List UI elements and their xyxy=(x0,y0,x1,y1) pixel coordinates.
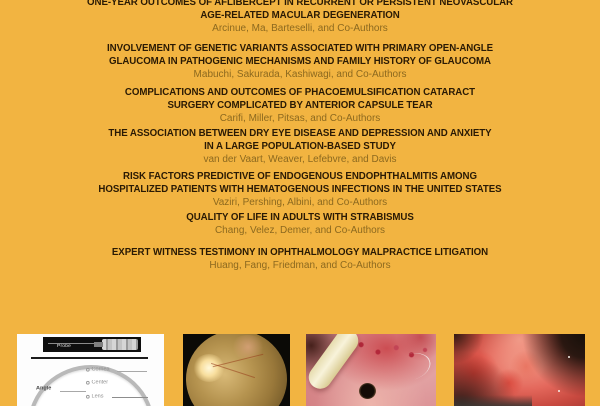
lid-margin-shadow xyxy=(454,395,532,406)
article-authors: Huang, Fang, Friedman, and Co-Authors xyxy=(209,259,391,271)
probe-icon xyxy=(102,339,138,350)
article-title-line: QUALITY OF LIFE IN ADULTS WITH STRABISMUS xyxy=(186,212,414,223)
article-authors: Arcinue, Ma, Barteselli, and Co-Authors xyxy=(212,22,388,34)
lens-label xyxy=(86,394,103,400)
article-title-line: SURGERY COMPLICATED BY ANTERIOR CAPSULE TEAR xyxy=(167,99,433,111)
angle-pointer-line xyxy=(60,391,86,392)
article-entry xyxy=(0,212,600,237)
article-authors: Carifi, Miller, Pitsas, and Co-Authors xyxy=(219,112,381,124)
light-reflection xyxy=(568,356,570,358)
pupil xyxy=(359,383,376,399)
article-authors: Mabuchi, Sakurada, Kashiwagi, and Co-Authors xyxy=(193,68,407,80)
center-label xyxy=(86,380,108,386)
article-entry xyxy=(0,0,600,35)
cornea-label xyxy=(86,367,110,373)
article-entry xyxy=(0,247,600,272)
radio-icon xyxy=(86,381,90,385)
radio-icon xyxy=(86,395,90,399)
article-entry xyxy=(0,171,600,209)
angle-label-text: Angle xyxy=(36,386,52,392)
center-label-text: Center xyxy=(91,380,109,386)
article-entry xyxy=(0,87,600,125)
article-title-line: EXPERT WITNESS TESTIMONY IN OPHTHALMOLOGY MALPRACTICE LITIGATION xyxy=(111,247,489,258)
angle-label xyxy=(36,386,51,392)
article-title-line: COMPLICATIONS AND OUTCOMES OF PHACOEMULSIFICATION CATARACT xyxy=(124,87,476,98)
thumbnail-everted-eyelid-photograph xyxy=(454,334,585,406)
article-title-line: THE ASSOCIATION BETWEEN DRY EYE DISEASE AND DEPRESSION AND ANXIETY xyxy=(108,128,492,139)
cornea-label-text: Cornea xyxy=(91,367,110,373)
light-reflection xyxy=(558,390,560,392)
article-title-line: IN A LARGE POPULATION-BASED STUDY xyxy=(204,140,396,152)
article-authors: Chang, Velez, Demer, and Co-Authors xyxy=(214,224,386,236)
probe-label: Probe xyxy=(57,344,72,349)
thumbnail-ultrasound-probe-diagram xyxy=(17,334,164,406)
muscle-hook-instrument xyxy=(306,334,363,393)
cornea-pointer-line xyxy=(117,371,147,372)
probe-photo-bar xyxy=(43,337,141,352)
optic-disc xyxy=(193,354,225,382)
lens-pointer-line xyxy=(112,397,148,398)
diagram-divider xyxy=(31,357,148,359)
article-title-line: GLAUCOMA IN PATHOGENIC MECHANISMS AND FAMILY HISTORY OF GLAUCOMA xyxy=(109,55,491,67)
radio-icon xyxy=(86,368,90,372)
lens-label-text: Lens xyxy=(91,394,104,400)
article-entry xyxy=(0,128,600,166)
article-title-line: RISK FACTORS PREDICTIVE OF ENDOGENOUS ENDOPHTHALMITIS AMONG xyxy=(123,171,477,182)
thumbnail-surgery-photograph xyxy=(306,334,436,406)
macula-highlight xyxy=(230,335,266,359)
article-authors: Vaziri, Pershing, Albini, and Co-Authors xyxy=(212,196,388,208)
article-title-line: INVOLVEMENT OF GENETIC VARIANTS ASSOCIATED WITH PRIMARY OPEN-ANGLE xyxy=(106,43,493,54)
article-entry xyxy=(0,43,600,81)
retina-circle xyxy=(186,334,287,406)
article-title-line: HOSPITALIZED PATIENTS WITH HEMATOGENOUS INFECTIONS IN THE UNITED STATES xyxy=(98,183,502,195)
article-title-line: ONE-YEAR OUTCOMES OF AFLIBERCEPT IN RECURRENT OR PERSISTENT NEOVASCULAR xyxy=(87,0,513,8)
thumbnail-fundus-photograph xyxy=(183,334,290,406)
article-title-line: AGE-RELATED MACULAR DEGENERATION xyxy=(200,9,400,21)
probe-tip-icon xyxy=(94,342,103,347)
article-authors: van der Vaart, Weaver, Lefebvre, and Davis xyxy=(203,153,397,165)
